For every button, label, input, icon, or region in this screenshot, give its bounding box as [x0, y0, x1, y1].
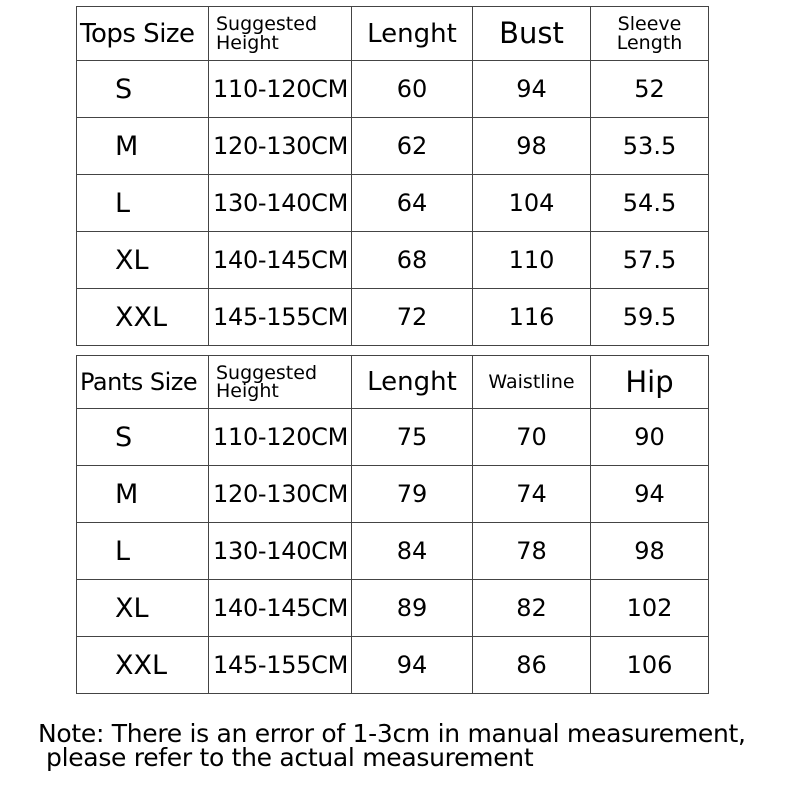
tops-size-header: Tops Size	[77, 7, 209, 61]
size-cell: XL	[77, 232, 209, 289]
height-cell: 145-155CM	[209, 637, 352, 694]
pants-size-table	[76, 355, 709, 694]
size-cell: XXL	[77, 289, 209, 346]
pants-height-header-line2: Height	[216, 380, 279, 402]
note-line-1: Note: There is an error of 1-3cm in manual measurement,	[38, 719, 746, 748]
bust-cell: 98	[473, 118, 591, 175]
table-row	[77, 61, 709, 118]
size-cell: L	[77, 175, 209, 232]
pants-header-row	[77, 356, 709, 409]
size-cell: XL	[77, 580, 209, 637]
height-cell: 110-120CM	[209, 61, 352, 118]
length-cell: 64	[352, 175, 473, 232]
measurement-note	[38, 719, 788, 772]
tops-sleeve-header	[591, 7, 709, 61]
hip-cell: 106	[591, 637, 709, 694]
bust-cell: 110	[473, 232, 591, 289]
height-cell: 110-120CM	[209, 409, 352, 466]
table-row	[77, 466, 709, 523]
tops-size-table	[76, 6, 709, 346]
tops-height-header-line2: Height	[216, 31, 279, 54]
pants-waist-header: Waistline	[473, 356, 591, 409]
note-line-2: please refer to the actual measurement	[46, 742, 534, 772]
table-row	[77, 289, 709, 346]
size-cell: M	[77, 466, 209, 523]
table-row	[77, 637, 709, 694]
size-cell: XXL	[77, 637, 209, 694]
size-cell: L	[77, 523, 209, 580]
hip-cell: 94	[591, 466, 709, 523]
table-row	[77, 118, 709, 175]
height-cell: 145-155CM	[209, 289, 352, 346]
sleeve-cell: 54.5	[591, 175, 709, 232]
table-row	[77, 175, 709, 232]
length-cell: 94	[352, 637, 473, 694]
length-cell: 75	[352, 409, 473, 466]
size-cell: S	[77, 409, 209, 466]
waist-cell: 74	[473, 466, 591, 523]
length-cell: 62	[352, 118, 473, 175]
table-row	[77, 409, 709, 466]
hip-cell: 90	[591, 409, 709, 466]
height-cell: 120-130CM	[209, 466, 352, 523]
pants-height-header-line1: Suggested	[216, 361, 318, 384]
length-cell: 60	[352, 61, 473, 118]
height-cell: 140-145CM	[209, 580, 352, 637]
bust-cell: 116	[473, 289, 591, 346]
table-row	[77, 580, 709, 637]
length-cell: 89	[352, 580, 473, 637]
waist-cell: 78	[473, 523, 591, 580]
tops-sleeve-header-line1: Sleeve	[617, 13, 682, 36]
table-row	[77, 523, 709, 580]
tops-bust-header: Bust	[473, 7, 591, 61]
pants-height-header	[209, 356, 352, 409]
bust-cell: 104	[473, 175, 591, 232]
tops-height-header-line1: Suggested	[216, 13, 318, 36]
table-row	[77, 232, 709, 289]
bust-cell: 94	[473, 61, 591, 118]
tops-sleeve-header-line2: Length	[616, 31, 683, 54]
pants-length-header: Lenght	[352, 356, 473, 409]
size-cell: S	[77, 61, 209, 118]
sleeve-cell: 52	[591, 61, 709, 118]
hip-cell: 102	[591, 580, 709, 637]
height-cell: 130-140CM	[209, 175, 352, 232]
sleeve-cell: 59.5	[591, 289, 709, 346]
length-cell: 79	[352, 466, 473, 523]
sleeve-cell: 53.5	[591, 118, 709, 175]
height-cell: 120-130CM	[209, 118, 352, 175]
hip-cell: 98	[591, 523, 709, 580]
sleeve-cell: 57.5	[591, 232, 709, 289]
length-cell: 84	[352, 523, 473, 580]
height-cell: 140-145CM	[209, 232, 352, 289]
waist-cell: 82	[473, 580, 591, 637]
pants-hip-header: Hip	[591, 356, 709, 409]
tops-height-header	[209, 7, 352, 61]
tops-header-row	[77, 7, 709, 61]
waist-cell: 70	[473, 409, 591, 466]
tops-length-header: Lenght	[352, 7, 473, 61]
height-cell: 130-140CM	[209, 523, 352, 580]
size-cell: M	[77, 118, 209, 175]
length-cell: 72	[352, 289, 473, 346]
waist-cell: 86	[473, 637, 591, 694]
length-cell: 68	[352, 232, 473, 289]
pants-size-header: Pants Size	[77, 356, 209, 409]
